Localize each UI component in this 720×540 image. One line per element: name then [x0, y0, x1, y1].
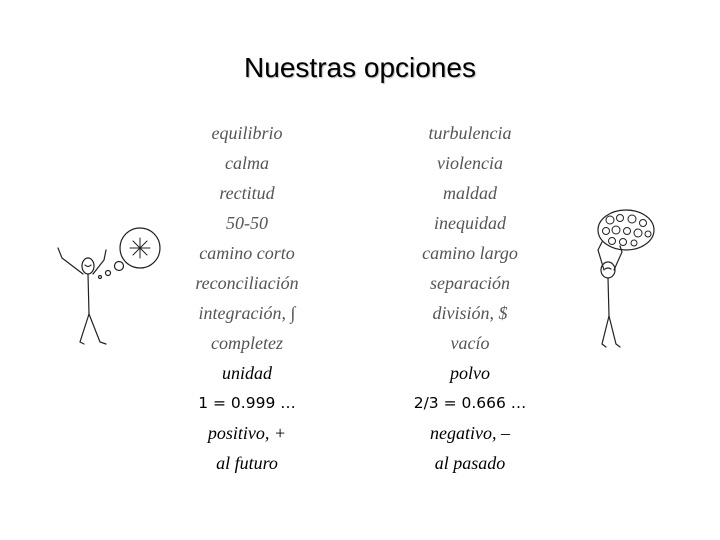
left-option-3: rectitud: [219, 183, 275, 203]
left-option-4: 50-50: [226, 213, 268, 233]
left-option-7: integración, ∫: [198, 303, 296, 323]
right-option-3: maldad: [443, 183, 497, 203]
slide-title: Nuestras opciones: [244, 52, 476, 83]
right-option-8: vacío: [450, 333, 490, 353]
right-option-5: camino largo: [422, 243, 518, 263]
left-option-8: completez: [211, 333, 283, 353]
positive-options-column: [147, 118, 347, 478]
left-option-12: al futuro: [216, 453, 278, 473]
right-option-12: al pasado: [434, 453, 506, 473]
right-option-6: separación: [430, 273, 510, 293]
burdened-stick-figure-icon: [582, 206, 672, 356]
left-option-9: unidad: [221, 363, 272, 383]
right-option-10: 2/3 = 0.666 …: [413, 394, 527, 412]
right-option-9: polvo: [450, 363, 490, 383]
left-option-1: equilibrio: [211, 123, 283, 143]
left-option-2: calma: [225, 153, 269, 173]
negative-options-column: [370, 118, 570, 478]
right-option-7: división, $: [432, 303, 508, 323]
left-option-6: reconciliación: [195, 273, 299, 293]
happy-stick-figure-icon: [48, 222, 168, 352]
right-option-2: violencia: [437, 153, 503, 173]
left-option-11: positivo, +: [207, 423, 287, 443]
right-option-11: negativo, –: [430, 423, 510, 443]
right-option-1: turbulencia: [428, 123, 512, 143]
left-option-10: 1 = 0.999 …: [198, 394, 296, 412]
left-option-5: camino corto: [199, 243, 295, 263]
right-option-4: inequidad: [434, 213, 506, 233]
